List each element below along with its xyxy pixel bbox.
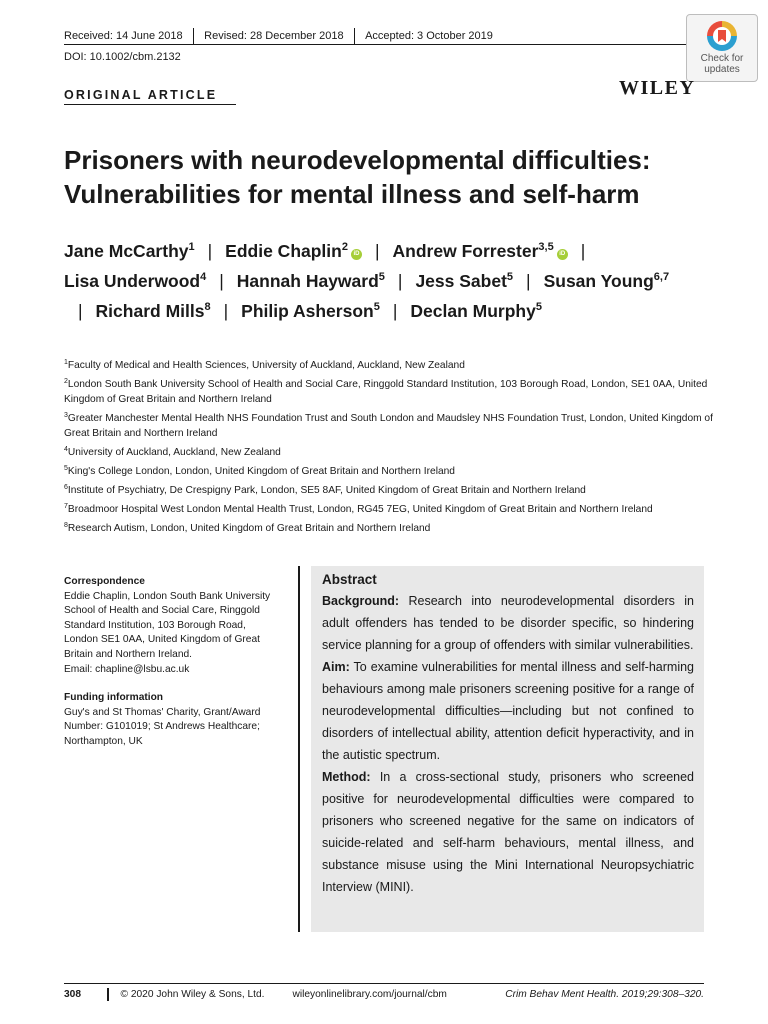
author-name[interactable]: Lisa Underwood bbox=[64, 271, 201, 291]
author-separator: | bbox=[392, 301, 398, 321]
affiliation-number: 5 bbox=[64, 465, 68, 472]
affiliation-text: King's College London, London, United Kingdom of Great Britain and Northern Ireland bbox=[67, 466, 455, 477]
affiliation-item bbox=[64, 358, 714, 373]
author-line-1 bbox=[64, 236, 724, 266]
article-title bbox=[64, 143, 724, 211]
affiliation-item bbox=[64, 502, 714, 517]
check-for-updates-badge[interactable] bbox=[686, 14, 758, 82]
affiliation-text: Greater Manchester Mental Health NHS Foundation Trust and South London and Maudsley NHS Foundation Trust, London, United Kingdom of Great Britain and Northern Ireland bbox=[64, 413, 713, 439]
title-line-2: Vulnerabilities for mental illness and self-harm bbox=[64, 179, 640, 209]
doi[interactable]: DOI: 10.1002/cbm.2132 bbox=[64, 51, 181, 63]
copyright: © 2020 John Wiley & Sons, Ltd. bbox=[120, 988, 265, 1000]
author-name[interactable]: Andrew Forrester bbox=[392, 241, 539, 261]
author-affil: 2 bbox=[341, 241, 348, 253]
affiliation-text: London South Bank University School of Health and Social Care, Ringgold Standard Institution, 103 Borough Road, London, SE1 0AA, United Kingdom of Great Britain and Northern Ireland bbox=[64, 379, 708, 405]
author-affil: 5 bbox=[535, 301, 542, 313]
revised-date: Revised: 28 December 2018 bbox=[204, 30, 344, 42]
author-affil: 5 bbox=[506, 271, 514, 283]
abstract-aim bbox=[322, 656, 694, 766]
author-separator: | bbox=[78, 301, 83, 321]
funding-line: Guy's and St Thomas' Charity, Grant/Award bbox=[64, 706, 261, 718]
correspondence-block bbox=[64, 575, 292, 677]
section-text: Research into neurodevelopmental disorders in adult offenders has tended to be disorder specific, so hindering service planning for a group of offenders with similar vulnerabilities. bbox=[322, 594, 694, 652]
section-text: To examine vulnerabilities for mental illness and self-harming behaviours among male prisoners screening positive for a range of neurodevelopmental difficulties—including but not confined to disorders of intellectual ability, attention deficit hyperactivity, and in the autistic spectrum. bbox=[322, 660, 694, 762]
section-text: In a cross-sectional study, prisoners who screened positive for neurodevelopmental difficulties were compared to prisoners who screened negative for the same on indicators of suicide-related and self-harm behaviours, mental illness, and substance misuse using the Mini International Neuropsychiatric Interview (MINI). bbox=[322, 770, 694, 894]
crossmark-icon bbox=[705, 19, 739, 53]
funding-line: Northampton, UK bbox=[64, 735, 143, 747]
abstract-box bbox=[311, 566, 704, 932]
correspondence-line: School of Health and Social Care, Ringgold bbox=[64, 605, 260, 617]
correspondence-line: Britain and Northern Ireland. bbox=[64, 648, 192, 660]
correspondence-line: London SE1 0AA, United Kingdom of Great bbox=[64, 634, 260, 646]
affiliation-number: 4 bbox=[64, 446, 68, 453]
check-updates-line2: updates bbox=[704, 64, 740, 75]
author-name[interactable]: Jess Sabet bbox=[415, 271, 507, 291]
author-separator: | bbox=[397, 271, 403, 291]
author-affil: 3,5 bbox=[538, 241, 554, 253]
author-affil: 8 bbox=[204, 301, 211, 313]
funding-line: Number: G101019; St Andrews Healthcare; bbox=[64, 721, 260, 733]
received-date: Received: 14 June 2018 bbox=[64, 30, 183, 42]
author-separator: | bbox=[207, 241, 213, 261]
affiliation-text: Institute of Psychiatry, De Crespigny Park, London, SE5 8AF, United Kingdom of Great Britain and Northern Ireland bbox=[67, 485, 586, 496]
affiliation-number: 1 bbox=[64, 359, 68, 366]
affiliation-number: 3 bbox=[64, 412, 68, 419]
affiliation-text: Faculty of Medical and Health Sciences, University of Auckland, Auckland, New Zealand bbox=[67, 360, 465, 371]
column-divider bbox=[298, 566, 300, 932]
author-line-2 bbox=[64, 266, 724, 296]
author-name[interactable]: Philip Asherson bbox=[241, 301, 374, 321]
page-footer bbox=[64, 987, 704, 1001]
affiliations bbox=[64, 358, 714, 540]
author-list bbox=[64, 236, 724, 326]
article-type: ORIGINAL ARTICLE bbox=[64, 88, 218, 102]
author-name[interactable]: Hannah Hayward bbox=[236, 271, 379, 291]
title-line-1: Prisoners with neurodevelopmental difficulties: bbox=[64, 145, 651, 175]
affiliation-item bbox=[64, 464, 714, 479]
affiliation-number: 6 bbox=[64, 484, 68, 491]
abstract-heading: Abstract bbox=[322, 572, 377, 587]
section-label: Method: bbox=[322, 770, 371, 784]
page-number: 308 bbox=[64, 988, 81, 1000]
affiliation-item bbox=[64, 377, 714, 407]
header-rule bbox=[64, 44, 704, 45]
affiliation-item bbox=[64, 521, 714, 536]
affiliation-text: University of Auckland, Auckland, New Zealand bbox=[67, 447, 281, 458]
affiliation-text: Broadmoor Hospital West London Mental Health Trust, London, RG45 7EG, United Kingdom of Great Britain and Northern Ireland bbox=[67, 504, 653, 515]
affiliation-item bbox=[64, 411, 714, 441]
affiliation-number: 8 bbox=[64, 522, 68, 529]
footer-rule bbox=[64, 983, 704, 984]
author-name[interactable]: Susan Young bbox=[543, 271, 654, 291]
author-name[interactable]: Richard Mills bbox=[95, 301, 205, 321]
author-affil: 5 bbox=[378, 271, 385, 283]
author-separator: | bbox=[374, 241, 380, 261]
author-affil: 4 bbox=[200, 271, 207, 283]
affiliation-item bbox=[64, 445, 714, 460]
author-affil: 5 bbox=[373, 301, 380, 313]
article-dates bbox=[64, 27, 503, 45]
correspondence-email[interactable]: Email: chapline@lsbu.ac.uk bbox=[64, 663, 190, 675]
author-name[interactable]: Jane McCarthy bbox=[64, 241, 189, 261]
citation: Crim Behav Ment Health. 2019;29:308–320. bbox=[505, 988, 704, 1000]
footer-divider bbox=[107, 988, 109, 1001]
affiliation-number: 2 bbox=[64, 378, 68, 385]
article-type-underline bbox=[64, 104, 236, 105]
correspondence-line: Standard Institution, 103 Borough Road, bbox=[64, 619, 246, 631]
section-label: Background: bbox=[322, 594, 400, 608]
affiliation-item bbox=[64, 483, 714, 498]
author-affil: 6,7 bbox=[653, 271, 670, 283]
orcid-icon[interactable]: iD bbox=[351, 249, 362, 260]
author-name[interactable]: Declan Murphy bbox=[410, 301, 536, 321]
author-name[interactable]: Eddie Chaplin bbox=[225, 241, 342, 261]
accepted-date: Accepted: 3 October 2019 bbox=[365, 30, 493, 42]
affiliation-text: Research Autism, London, United Kingdom of Great Britain and Northern Ireland bbox=[67, 523, 431, 534]
correspondence-heading: Correspondence bbox=[64, 576, 145, 587]
author-separator: | bbox=[219, 271, 224, 291]
orcid-icon[interactable]: iD bbox=[557, 249, 568, 260]
author-separator: | bbox=[223, 301, 229, 321]
article-sidebar bbox=[64, 575, 292, 764]
correspondence-line: Eddie Chaplin, London South Bank University bbox=[64, 590, 271, 602]
publisher-logo: WILEY bbox=[619, 77, 696, 99]
author-line-3 bbox=[64, 296, 724, 326]
author-separator: | bbox=[580, 241, 586, 261]
check-updates-line1: Check for bbox=[700, 53, 744, 64]
author-separator: | bbox=[526, 271, 531, 291]
journal-url[interactable]: wileyonlinelibrary.com/journal/cbm bbox=[292, 988, 447, 1000]
affiliation-number: 7 bbox=[64, 503, 68, 510]
funding-block bbox=[64, 691, 292, 749]
section-label: Aim: bbox=[322, 660, 350, 674]
abstract-background bbox=[322, 590, 694, 656]
author-affil: 1 bbox=[188, 241, 195, 253]
funding-heading: Funding information bbox=[64, 692, 164, 704]
abstract-method bbox=[322, 766, 694, 898]
